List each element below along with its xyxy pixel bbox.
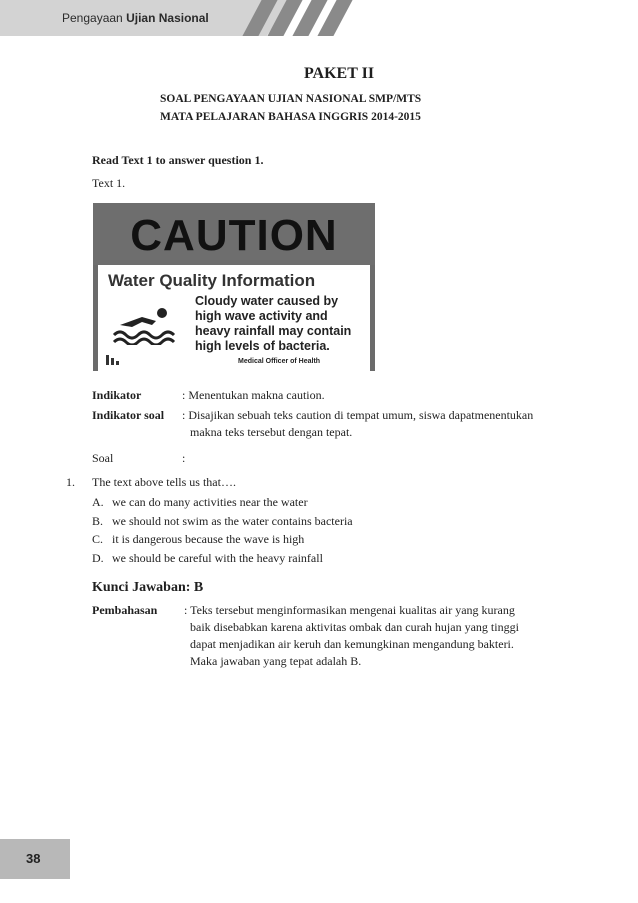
page-number: 38 xyxy=(26,851,41,866)
option-b: we should not swim as the water contains bacteria xyxy=(112,514,353,528)
explanation-line: dapat menjadikan air keruh dan kemungkinan mengandung bakteri. xyxy=(190,637,514,651)
sign-line: high levels of bacteria. xyxy=(195,339,330,353)
explanation-line: baik disebabkan karena aktivitas ombak dan curah hujan yang tinggi xyxy=(190,620,519,634)
health-logo-icon xyxy=(106,355,120,365)
indikator-label: Indikator xyxy=(92,388,142,402)
instruction: Read Text 1 to answer question 1. xyxy=(92,153,264,167)
answer-key: Kunci Jawaban: B xyxy=(92,580,204,595)
indikator-value: : Menentukan makna caution. xyxy=(182,388,325,402)
explanation-line: Maka jawaban yang tepat adalah B. xyxy=(190,654,362,668)
option-letter: A. xyxy=(92,495,104,509)
header-title: Pengayaan Ujian Nasional xyxy=(62,11,209,25)
question-number: 1. xyxy=(66,475,75,489)
soal-label: Soal xyxy=(92,451,114,465)
sign-body xyxy=(98,265,370,371)
caution-sign-image xyxy=(93,203,375,371)
indikator-soal-value: : Disajikan sebuah teks caution di tempat umum, siswa dapatmenentukan xyxy=(182,408,534,422)
sign-subheading: Water Quality Information xyxy=(108,271,316,290)
option-a: we can do many activities near the water xyxy=(112,495,308,509)
indikator-soal-label: Indikator soal xyxy=(92,408,165,422)
page-title: PAKET II xyxy=(303,65,375,82)
option-d: we should be careful with the heavy rainfall xyxy=(112,551,323,565)
sign-line: Cloudy water caused by xyxy=(195,294,339,308)
option-letter: C. xyxy=(92,532,104,546)
option-letter: B. xyxy=(92,514,104,528)
option-letter: D. xyxy=(92,551,104,565)
swimmer-icon xyxy=(112,305,178,345)
running-header xyxy=(0,0,638,36)
page-number-box xyxy=(0,839,70,879)
question-text: The text above tells us that…. xyxy=(92,475,236,489)
subtitle-line-2: MATA PELAJARAN BAHASA INGGRIS 2014-2015 xyxy=(160,111,421,123)
sign-heading: CAUTION xyxy=(130,211,338,260)
soal-value: : xyxy=(182,451,186,465)
subtitle-line-1: SOAL PENGAYAAN UJIAN NASIONAL SMP/MTS xyxy=(160,93,422,105)
text-label: Text 1. xyxy=(92,176,126,190)
explanation-label: Pembahasan xyxy=(92,603,158,617)
option-c: it is dangerous because the wave is high xyxy=(112,532,305,546)
indikator-soal-value-cont: makna teks tersebut dengan tepat. xyxy=(190,425,353,439)
sign-line: high wave activity and xyxy=(195,309,328,323)
explanation-line: : Teks tersebut menginformasikan mengenai kualitas air yang kurang xyxy=(184,603,515,617)
sign-footer: Medical Officer of Health xyxy=(238,358,321,365)
sign-line: heavy rainfall may contain xyxy=(195,324,352,338)
